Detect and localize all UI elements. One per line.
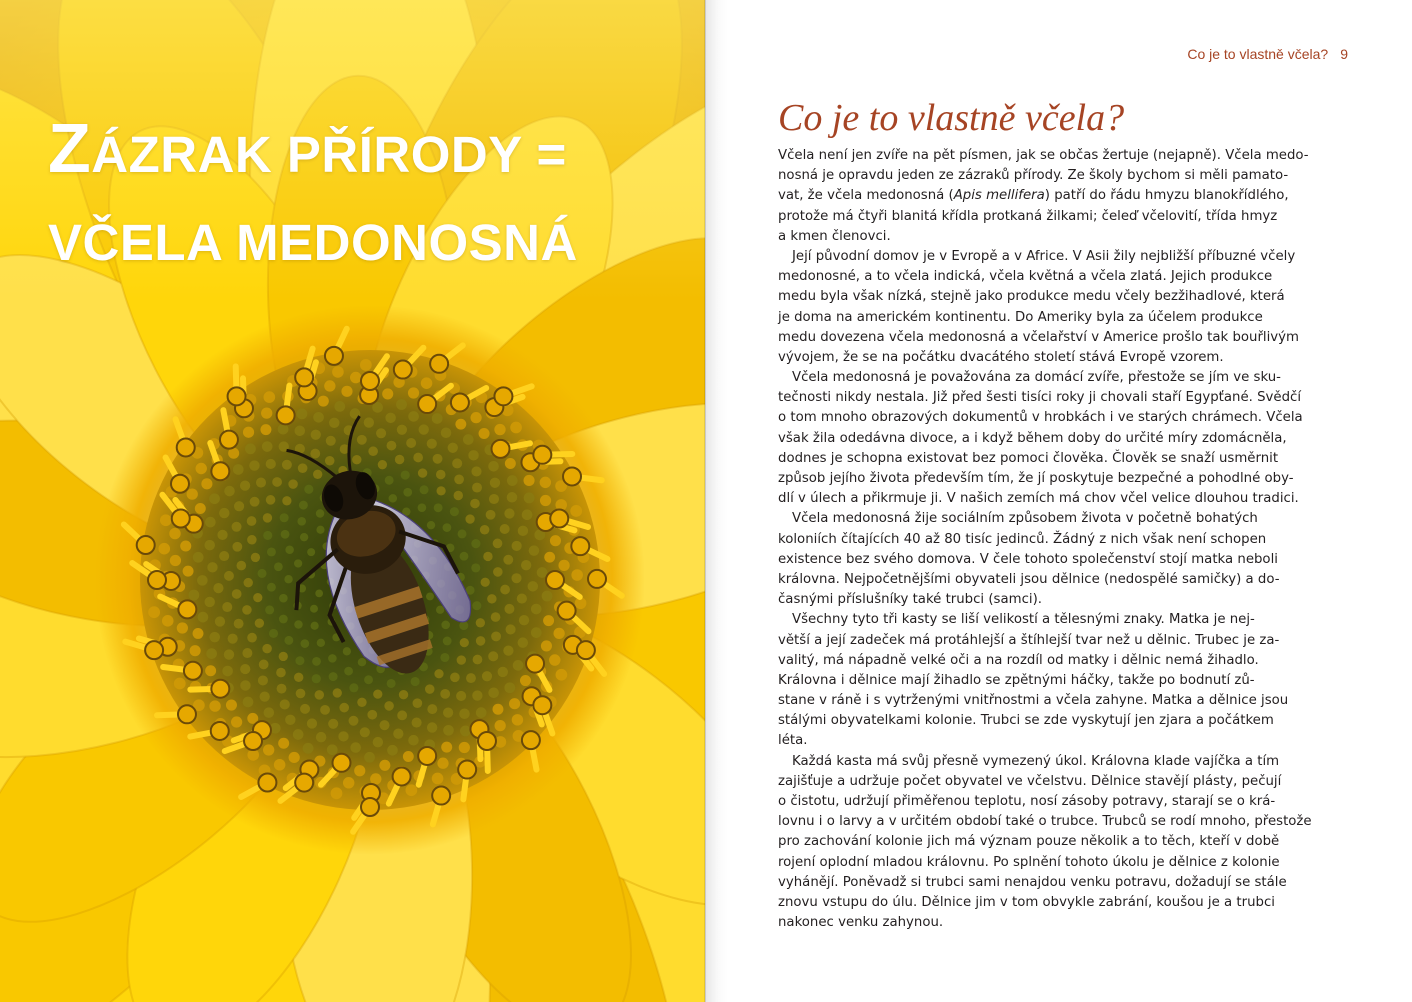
text-line: dodnes je schopna existovat bez pomoci člověka. Člověk se snaží usměrnit (778, 450, 1279, 466)
latin-name: Apis mellifera (953, 188, 1045, 204)
text-line: znovu vstupu do úlu. Dělnice jim v tom obvykle zabrání, koušou je a trubci (778, 894, 1275, 910)
text-line: královna. Nejpočetnějšími obyvateli jsou dělnice (nedospělé samičky) a do- (778, 571, 1280, 587)
text-line: o tom mnoho obrazových dokumentů v hrobkách i ve starých chrámech. Včela (778, 410, 1303, 426)
book-gutter-shadow (704, 0, 728, 1002)
chapter-title-line-2: VČELA MEDONOSNÁ (48, 214, 578, 271)
text-line: medu dovezena včela medonosná a včelařství v Americe prošlo tak bouřlivým (778, 329, 1300, 345)
page-number: 9 (1340, 46, 1348, 62)
text-line: nakonec venku zahynou. (778, 915, 944, 931)
text-line: nosná je opravdu jeden ze zázraků přírody. Ze školy bychom si měli pamato- (778, 168, 1289, 184)
paragraph (778, 752, 1312, 934)
paragraph (778, 509, 1280, 610)
body-text (778, 146, 1312, 933)
text-line: Včela medonosná je považována za domácí zvíře, přestože se jím ve sku- (792, 370, 1281, 386)
text-line: vývojem, že se na počátku dvacátého století stává Evropě vzorem. (778, 349, 1224, 365)
chapter-title-line-1 (48, 104, 578, 199)
text-line: o čistotu, udržují přiměřenou teplotu, nosí zásoby potravy, starají se o krá- (778, 794, 1276, 809)
text-line: Její původní domov je v Evropě a v Africe. V Asii žily nejbližší příbuzné včely (792, 248, 1296, 264)
text-line: dlí v úlech a přikrmuje ji. V našich zemích má chov včel velice dlouhou tradici. (778, 491, 1299, 507)
paragraph (778, 368, 1303, 509)
running-head (1187, 46, 1348, 62)
text-line: valitý, má nápadně velké oči a na rozdíl od matky i dělnic nemá žihadlo. (778, 652, 1259, 668)
text-line: protože má čtyři blanitá křídla protkaná žilkami; čeleď včelovití, třída hmyz (778, 208, 1278, 224)
text-segment: ) patří do řádu hmyzu blanokřídlého, (1044, 188, 1289, 204)
chapter-title-initial: Z (48, 109, 92, 187)
text-line: existence bez svého domova. V čele tohoto společenství stojí matka neboli (778, 551, 1278, 567)
paragraph (778, 610, 1289, 751)
chapter-title-line-1-rest: ÁZRAK PŘÍRODY = (91, 126, 567, 183)
text-line: koloniích čítajících 40 až 80 tisíc jedinců. Žádný z nich však není schopen (778, 531, 1267, 547)
paragraph (778, 247, 1300, 368)
text-line: časnými příslušníky také trubci (samci). (778, 592, 1042, 608)
text-line: větší a její zadeček má protáhlejší a štíhlejší tvar než u dělnic. Trubec je za- (778, 632, 1280, 648)
text-line: vyhánějí. Poněvadž si trubci sami nenajdou venku potravu, dožadují se stále (778, 874, 1287, 890)
text-line: medonosné, a to včela indická, včela květná a včela zlatá. Jejich produkce (778, 269, 1273, 285)
paragraph (778, 146, 1309, 247)
running-head-title: Co je to vlastně včela? (1187, 46, 1329, 62)
text-line: rojení oplodní mladou královnu. Po splnění tohoto úkolu je dělnice z kolonie (778, 854, 1280, 870)
text-segment: vat, že včela medonosná ( (778, 188, 954, 204)
text-line: lovnu i o larvy a v určitém období také o trubce. Trubců se rodí mnoho, přestože (778, 814, 1312, 830)
text-line (778, 186, 1289, 206)
chapter-title (48, 104, 578, 287)
text-line: je doma na americkém kontinentu. Do Ameriky byla za účelem produkce (778, 309, 1263, 325)
text-line: léta. (778, 733, 808, 749)
text-line: Každá kasta má svůj přesně vymezený úkol. Královna klade vajíčka a tím (792, 753, 1280, 769)
text-line: stálými obyvatelkami kolonie. Trubci se zde vyskytují jen zjara a počátkem (778, 713, 1274, 729)
text-line: pro zachování kolonie jich má význam pouze několik a to těch, kteří v době (778, 834, 1280, 850)
text-line: způsob jejího života především tím, že jí poskytuje bezpečné a pohodlné oby- (778, 471, 1294, 486)
text-line: však žila odedávna divoce, a i když během doby do určité míry zdomácněla, (778, 430, 1287, 446)
book-gutter-line (705, 0, 706, 1002)
text-line: Všechny tyto tři kasty se liší velikostí a tělesnými znaky. Matka je nej- (792, 612, 1255, 628)
section-heading: Co je to vlastně včela? (778, 97, 1125, 139)
text-line: Včela medonosná žije sociálním způsobem života v početně bohatých (792, 511, 1258, 527)
text-line: Včela není jen zvíře na pět písmen, jak se občas žertuje (nejapně). Včela medo- (778, 148, 1309, 163)
text-line: tečnosti nikdy nestala. Již před šesti tisíci roky ji chovali staří Egypťané. Svědčí (778, 390, 1302, 406)
text-line: Královna i dělnice mají žihadlo se zpětnými háčky, takže po bodnutí zů- (778, 672, 1255, 688)
text-line: medu byla však nízká, stejně jako produkce medu včely bezžihadlové, která (778, 289, 1285, 305)
text-line: a kmen členovci. (778, 228, 891, 244)
text-line: stane v ráně i s vytrženými vnitřnostmi a včela zahyne. Matka a dělnice jsou (778, 693, 1289, 709)
text-line: zajišťuje a udržuje počet obyvatel ve včelstvu. Dělnice stavějí plásty, pečují (778, 773, 1282, 789)
